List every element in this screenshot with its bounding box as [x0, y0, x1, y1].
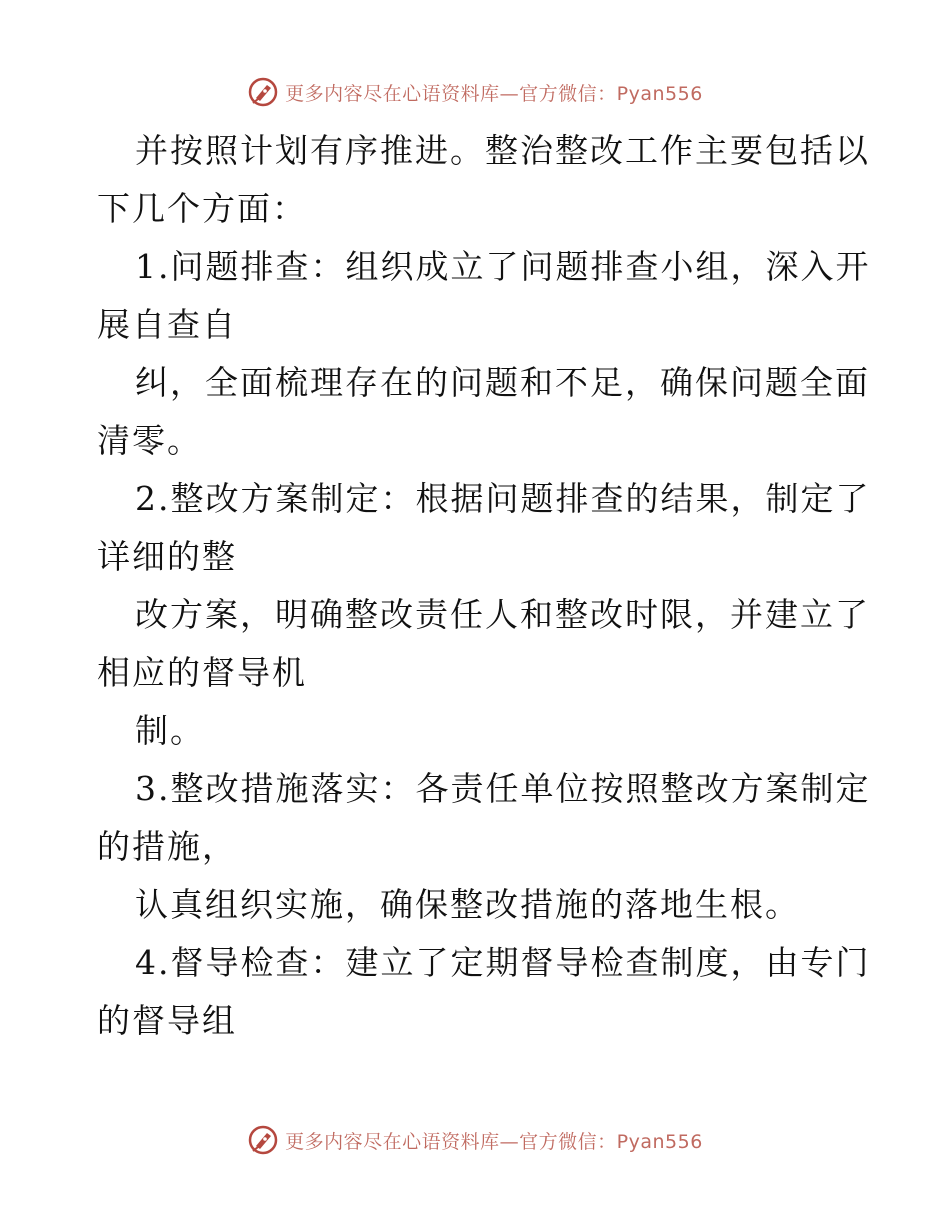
text-line: 纠，全面梳理存在的问题和不足，确保问题全面 — [135, 363, 870, 402]
text-line: 并按照计划有序推进。整治整改工作主要包括以 — [135, 131, 870, 170]
text-line: 制。 — [135, 711, 205, 750]
watermark-text: 更多内容尽在心语资料库—官方微信：Pyan556 — [285, 82, 703, 105]
text-line: 下几个方面： — [97, 189, 307, 228]
text-line: 认真组织实施，确保整改措施的落地生根。 — [135, 885, 800, 924]
text-line: 的措施， — [97, 827, 237, 866]
text-line: 展自查自 — [97, 305, 237, 344]
text-line: 的督导组 — [97, 1001, 237, 1040]
text-line: 清零。 — [97, 421, 202, 460]
text-line: 相应的督导机 — [97, 653, 307, 692]
footer-watermark — [0, 1120, 950, 1160]
text-line: 3.整改措施落实：各责任单位按照整改方案制定 — [135, 769, 871, 808]
text-line: 4.督导检查：建立了定期督导检查制度，由专门 — [135, 943, 871, 982]
text-line: 详细的整 — [97, 537, 237, 576]
pen-nib-logo-icon — [247, 76, 279, 108]
text-line: 2.整改方案制定：根据问题排查的结果，制定了 — [135, 479, 871, 518]
header-watermark — [0, 72, 950, 112]
pen-nib-logo-icon — [247, 1124, 279, 1156]
watermark-text: 更多内容尽在心语资料库—官方微信：Pyan556 — [285, 1130, 703, 1153]
text-line: 改方案，明确整改责任人和整改时限，并建立了 — [135, 595, 870, 634]
text-line: 1.问题排查：组织成立了问题排查小组，深入开 — [135, 247, 871, 286]
document-body — [97, 122, 871, 1050]
